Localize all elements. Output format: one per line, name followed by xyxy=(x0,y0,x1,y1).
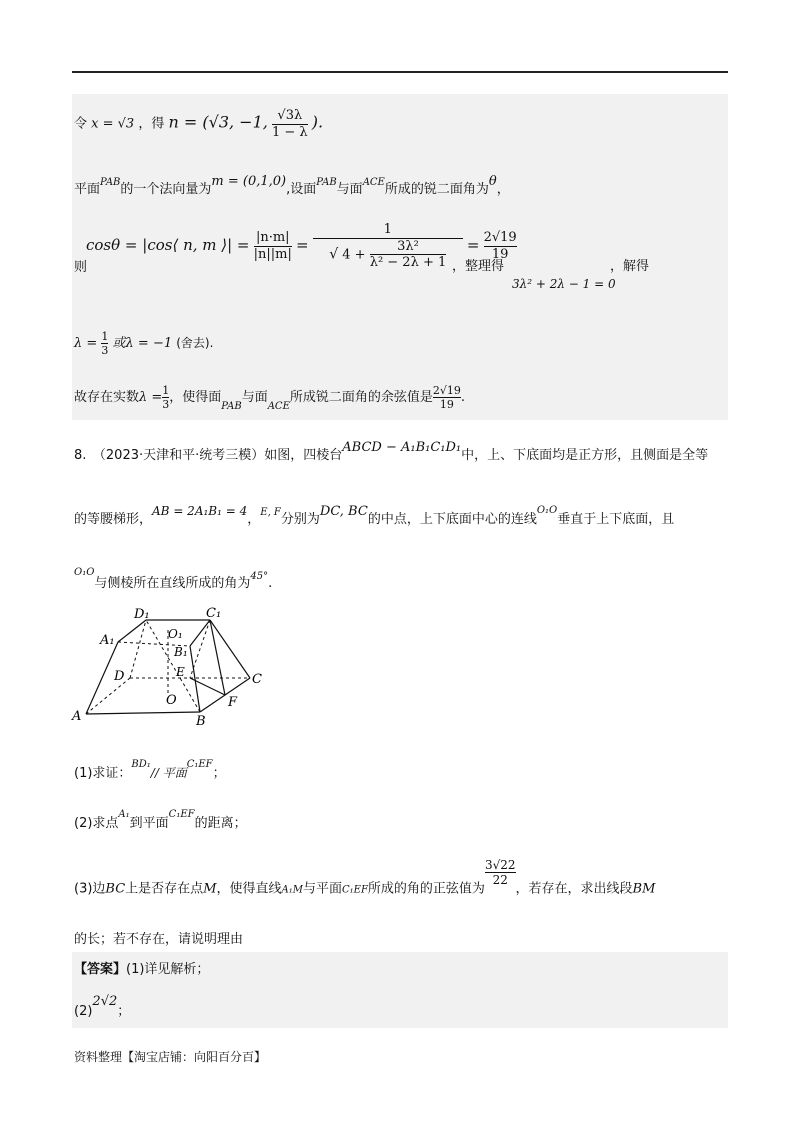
fraction xyxy=(433,384,461,411)
denominator: 22 xyxy=(485,872,516,887)
fraction xyxy=(254,230,292,262)
label-D: D xyxy=(114,669,125,684)
math: E, F xyxy=(260,507,281,518)
numerator: √3λ xyxy=(277,108,303,123)
text: ； xyxy=(212,766,226,781)
text: 中，上、下底面均是正方形，且侧面是全等 xyxy=(461,448,709,463)
text: 的一个法向量为 xyxy=(120,182,212,197)
inner-den: λ² − 2λ + 1 xyxy=(369,255,447,271)
text: 的等腰梯形， xyxy=(74,512,153,527)
label-B: B xyxy=(196,714,206,726)
text: ). xyxy=(311,112,324,132)
denominator: |n||m| xyxy=(253,246,292,262)
math: BM xyxy=(632,881,656,897)
problem-line-1 xyxy=(74,440,709,463)
edge-AB xyxy=(86,712,200,714)
text: 垂直于上下底面，且 xyxy=(557,512,675,527)
denominator: 19 xyxy=(484,246,517,263)
text: ，得 xyxy=(138,116,165,132)
text: 分别为 xyxy=(280,512,320,527)
text: ，整理得 xyxy=(452,259,505,274)
text: 与侧棱所在直线所成的角为 xyxy=(94,576,251,591)
inner-num: 3λ² xyxy=(397,238,419,254)
text: 与面 xyxy=(336,182,363,197)
math: O₁O xyxy=(74,567,95,578)
math: // 平面 xyxy=(150,766,187,780)
numerator: 2√19 xyxy=(483,230,517,246)
denominator: 3 xyxy=(162,398,170,412)
text: 则 xyxy=(74,260,88,275)
answer-line-2 xyxy=(74,994,131,1019)
math: θ xyxy=(488,174,497,189)
math: PAB xyxy=(316,177,337,188)
text: 所成的锐二面角为 xyxy=(384,182,489,197)
text: ， xyxy=(496,182,510,197)
header-rule xyxy=(72,71,728,73)
math: cosθ = |cos⟨ n, m ⟩| = xyxy=(86,235,250,254)
text: 到平面 xyxy=(129,816,169,831)
math: = xyxy=(296,235,309,254)
edge-C1B1 xyxy=(190,620,210,646)
text: (舍去). xyxy=(176,336,214,351)
math: = xyxy=(466,235,480,254)
text: 所成的角的正弦值为 xyxy=(367,881,485,897)
problem-heading: 8. （2023·天津和平·统考三模）如图，四棱台 xyxy=(74,448,343,463)
frustum-figure xyxy=(70,606,270,726)
problem-line-2 xyxy=(74,504,675,527)
text: ，使得面 xyxy=(169,390,222,406)
text: (2) xyxy=(74,1004,93,1019)
text: (1)详见解析； xyxy=(126,962,210,977)
question-3-line-1 xyxy=(74,858,656,904)
denominator xyxy=(313,238,463,271)
text: 平面 xyxy=(74,182,101,197)
text: 令 xyxy=(74,116,88,132)
text: 的距离； xyxy=(194,816,247,831)
text: 所成锐二面角的余弦值是 xyxy=(289,390,433,406)
math: 2√2 xyxy=(92,994,118,1009)
text: ， xyxy=(247,512,261,527)
answer-label: 【答案】 xyxy=(74,962,127,977)
inner-fraction xyxy=(370,239,447,271)
problem-line-3 xyxy=(74,564,273,591)
math: x = √3 xyxy=(91,116,135,132)
math: ACE xyxy=(362,177,385,188)
text: ，解得 xyxy=(610,259,650,274)
question-3-line-2: 的长；若不存在，请说明理由 xyxy=(74,932,244,947)
label-C: C xyxy=(252,672,262,687)
denominator: 1 − λ xyxy=(271,124,308,140)
math: BC xyxy=(105,881,126,897)
label-A1: A₁ xyxy=(100,633,115,648)
edge-DD1 xyxy=(130,620,146,678)
question-2 xyxy=(74,809,247,831)
fraction xyxy=(272,108,308,140)
fraction xyxy=(101,330,108,357)
numerator: |n·m| xyxy=(255,230,290,246)
numerator: 1 xyxy=(162,384,170,397)
vector-n: n = (√3, −1, xyxy=(168,112,268,132)
text: 故存在实数 xyxy=(74,390,140,406)
text: . xyxy=(460,390,466,406)
math: PAB xyxy=(100,177,121,188)
math: C₁EF xyxy=(186,759,213,770)
math: C₁EF xyxy=(342,884,368,896)
text: 与面 xyxy=(241,390,268,406)
numerator: 3√22 xyxy=(484,858,516,872)
math: C₁EF xyxy=(168,809,195,820)
text: 的中点，上下底面中心的连线 xyxy=(367,512,537,527)
math: PAB xyxy=(221,401,242,413)
math: λ = xyxy=(139,390,163,406)
text: (1)求证： xyxy=(74,766,132,781)
math: 或λ = −1 xyxy=(112,336,173,352)
math: 45° xyxy=(250,571,269,582)
label-E: E xyxy=(176,665,185,679)
fraction xyxy=(313,222,463,271)
edge-A1D1 xyxy=(118,620,146,642)
solution-line-5 xyxy=(74,384,465,411)
text: 与平面 xyxy=(303,881,343,897)
math: A₁ xyxy=(118,809,130,820)
fraction xyxy=(485,858,516,888)
label-O: O xyxy=(166,693,177,708)
label-C1: C₁ xyxy=(206,606,222,621)
answer-line-1 xyxy=(74,958,209,977)
label-D1: D₁ xyxy=(134,607,150,622)
text: 上是否存在点 xyxy=(125,881,204,897)
denominator: 3 xyxy=(101,344,109,358)
math: AB = 2A₁B₁ = 4 xyxy=(152,504,248,518)
math: BD₁ xyxy=(131,759,151,770)
label-B1: B₁ xyxy=(174,645,188,659)
math: ABCD − A₁B₁C₁D₁ xyxy=(342,440,462,455)
equation: 3λ² + 2λ − 1 = 0 xyxy=(512,277,616,291)
numerator: 1 xyxy=(101,330,109,343)
solution-line-4 xyxy=(74,330,213,357)
label-O1: O₁ xyxy=(168,627,183,641)
question-1 xyxy=(74,759,226,781)
den-part: 4 + xyxy=(342,247,366,263)
text: . xyxy=(268,576,273,591)
text: ； xyxy=(117,1004,131,1019)
footer-text: 资料整理【淘宝店铺：向阳百分百】 xyxy=(74,1050,267,1064)
numerator: 1 xyxy=(383,222,392,237)
math: M xyxy=(203,881,217,897)
label-F: F xyxy=(228,695,238,710)
text: ，若存在，求出线段 xyxy=(515,881,633,897)
text: (3)边 xyxy=(74,881,106,897)
math: m = (0,1,0) xyxy=(211,174,287,189)
solution-line-1 xyxy=(74,108,323,140)
math: A₁M xyxy=(281,884,303,896)
math: O₁O xyxy=(536,505,558,516)
text: (2)求点 xyxy=(74,816,119,831)
math: DC, BC xyxy=(319,504,368,519)
numerator: 2√19 xyxy=(432,384,461,397)
text: ，使得直线 xyxy=(216,881,282,897)
math: λ = xyxy=(74,336,98,352)
math: ACE xyxy=(267,401,290,413)
denominator: 19 xyxy=(433,397,461,411)
sqrt-sign: √ xyxy=(329,246,339,263)
edge-EF xyxy=(190,678,225,695)
label-A: A xyxy=(72,709,82,724)
solution-line-2 xyxy=(74,174,510,197)
text: ,设面 xyxy=(286,182,317,197)
